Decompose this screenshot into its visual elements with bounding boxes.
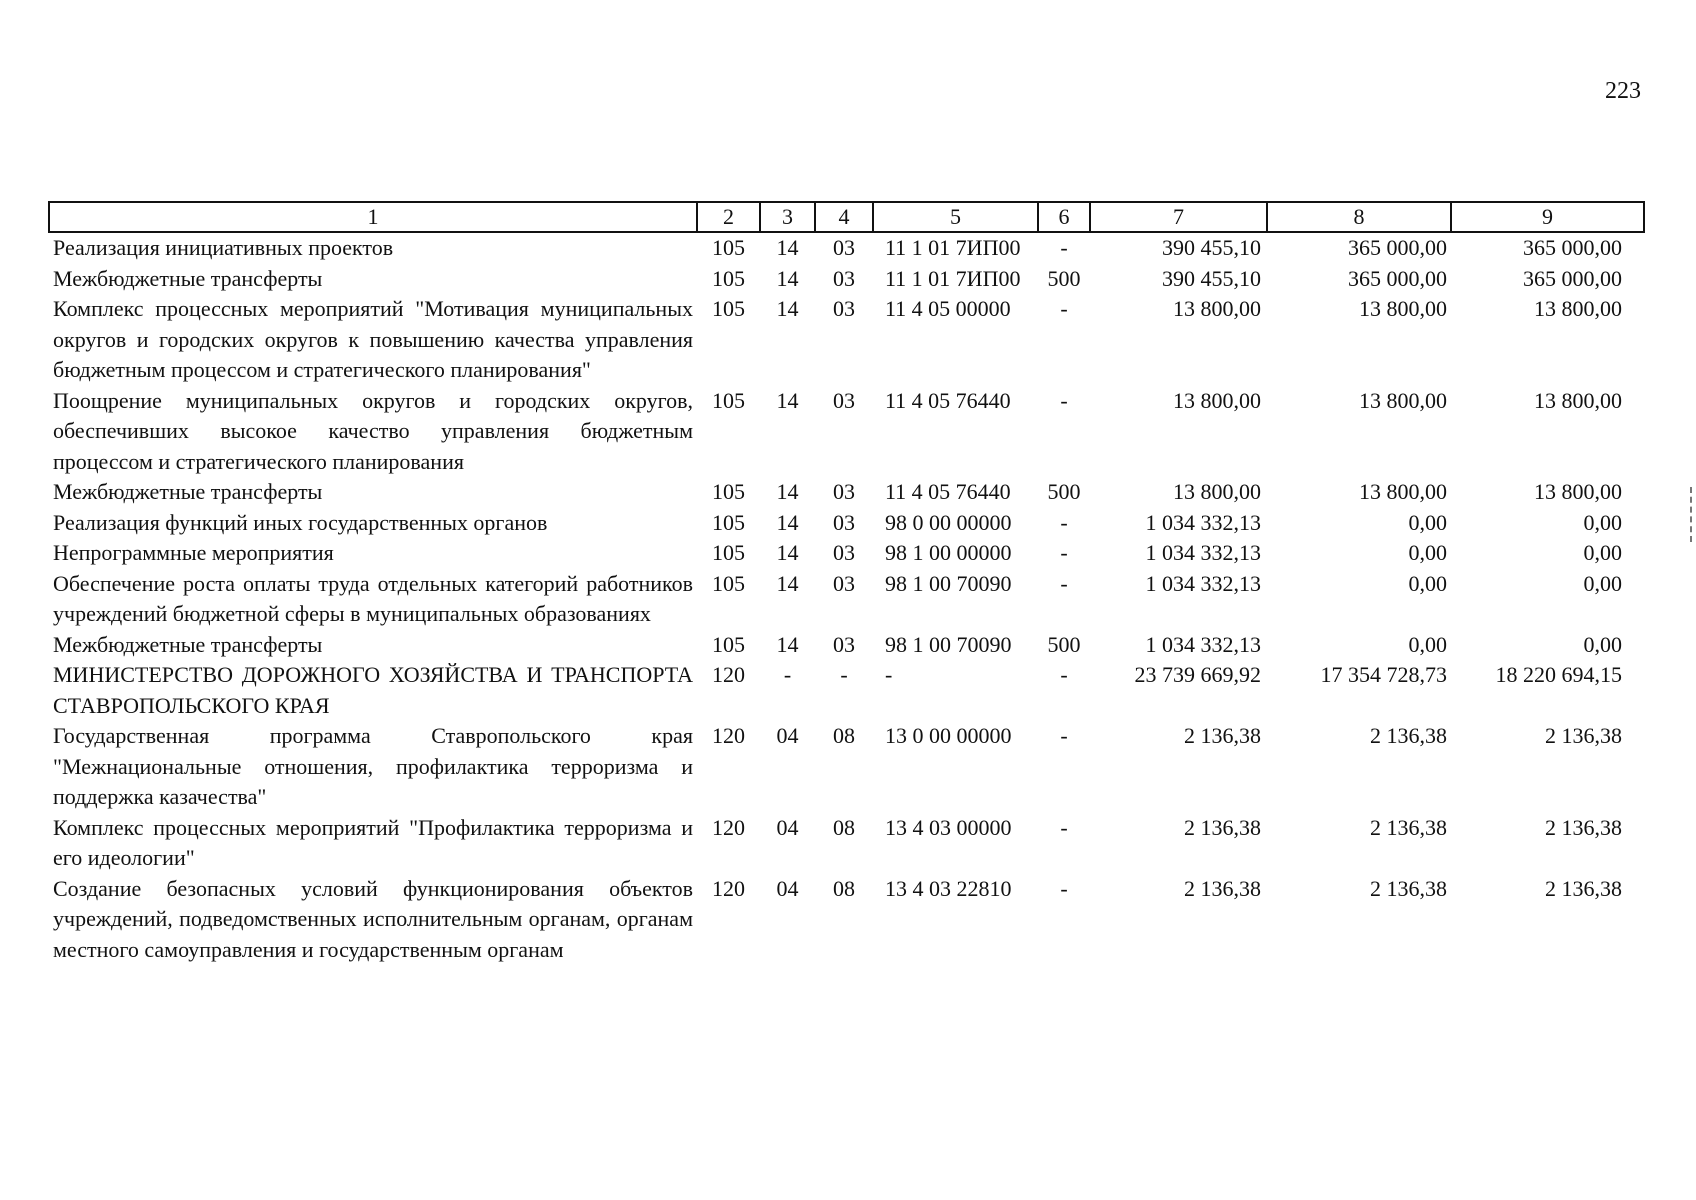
target-article-cell: 13 4 03 00000 (885, 814, 1012, 840)
expense-type-cell: - (1060, 814, 1068, 840)
table-row (49, 874, 1644, 966)
admin-code-cell: 120 (712, 875, 745, 901)
target-article-cell: 13 4 03 22810 (885, 875, 1012, 901)
amount-col9-cell: 13 800,00 (1534, 296, 1622, 321)
expense-type-cell: - (1060, 875, 1068, 901)
table-row (49, 630, 1644, 661)
amount-col8-cell: 2 136,38 (1370, 875, 1447, 901)
amount-col7-cell: 13 800,00 (1173, 387, 1261, 413)
expense-type-cell: - (1060, 235, 1068, 260)
section-cell: 04 (776, 814, 799, 840)
admin-code-cell: 105 (712, 509, 745, 535)
amount-col7-cell: 390 455,10 (1162, 265, 1261, 291)
admin-code-cell: 105 (712, 570, 745, 596)
subsection-cell: 03 (833, 479, 855, 504)
scan-artifact (1690, 487, 1696, 542)
table-row (49, 660, 1644, 721)
expense-type-cell: - (1060, 509, 1068, 535)
amount-col8-cell: 13 800,00 (1359, 387, 1447, 413)
section-cell: 14 (776, 387, 799, 413)
expense-type-cell: - (1060, 570, 1068, 596)
table-row (49, 813, 1644, 874)
target-article-cell: 98 1 00 70090 (885, 631, 1012, 657)
amount-col8-cell: 2 136,38 (1370, 814, 1447, 840)
target-article-cell: - (885, 662, 893, 687)
table-row (49, 386, 1644, 478)
expense-type-cell: - (1060, 662, 1068, 687)
subsection-cell: - (840, 662, 848, 687)
section-cell: 14 (776, 479, 799, 504)
subsection-cell: 03 (833, 265, 855, 291)
target-article-cell: 11 4 05 76440 (885, 387, 1011, 413)
target-article-cell: 98 0 00 00000 (885, 509, 1012, 535)
table-row (49, 569, 1644, 630)
row-name-cell: Государственная программа Ставропольского края "Межнациональные отношения, профилактика терроризма и поддержка казачества" (53, 723, 693, 809)
expense-type-cell: - (1060, 387, 1068, 413)
subsection-cell: 08 (833, 723, 855, 748)
amount-col7-cell: 2 136,38 (1184, 875, 1261, 901)
amount-col9-cell: 13 800,00 (1534, 387, 1622, 413)
row-name-cell: Создание безопасных условий функционирования объектов учреждений, подведомственных исполнительным органам, органам местного самоуправления и государственным органам (53, 875, 693, 962)
page-number: 223 (1605, 78, 1641, 104)
subsection-cell: 08 (833, 875, 855, 901)
amount-col8-cell: 13 800,00 (1359, 479, 1447, 504)
admin-code-cell: 120 (712, 662, 745, 687)
row-name-cell: Межбюджетные трансферты (53, 631, 323, 657)
row-name-cell: Реализация функций иных государственных органов (53, 509, 548, 535)
section-cell: 14 (776, 509, 799, 535)
target-article-cell: 11 4 05 76440 (885, 479, 1011, 504)
section-cell: 14 (776, 570, 799, 596)
amount-col7-cell: 13 800,00 (1173, 479, 1261, 504)
amount-col7-cell: 390 455,10 (1162, 235, 1261, 260)
table-row (49, 232, 1644, 264)
amount-col7-cell: 1 034 332,13 (1145, 631, 1261, 657)
expense-type-cell: 500 (1047, 479, 1081, 504)
amount-col9-cell: 365 000,00 (1523, 235, 1622, 260)
target-article-cell: 11 4 05 00000 (885, 296, 1011, 321)
table-header (49, 202, 1644, 232)
section-cell: 14 (776, 631, 799, 657)
admin-code-cell: 105 (712, 631, 745, 657)
amount-col8-cell: 13 800,00 (1359, 296, 1447, 321)
table-row (49, 477, 1644, 508)
subsection-cell: 03 (833, 570, 855, 596)
amount-col9-cell: 365 000,00 (1523, 265, 1622, 291)
expense-type-cell: - (1060, 723, 1068, 748)
column-header: 4 (815, 202, 873, 232)
amount-col9-cell: 2 136,38 (1545, 875, 1622, 901)
admin-code-cell: 105 (712, 479, 745, 504)
column-header: 3 (760, 202, 815, 232)
admin-code-cell: 105 (712, 540, 745, 565)
section-cell: 14 (776, 265, 799, 291)
column-header: 1 (49, 202, 697, 232)
amount-col8-cell: 0,00 (1408, 509, 1447, 535)
amount-col9-cell: 2 136,38 (1545, 814, 1622, 840)
column-header: 8 (1267, 202, 1451, 232)
amount-col8-cell: 0,00 (1408, 631, 1447, 657)
target-article-cell: 11 1 01 7ИП00 (885, 235, 1021, 260)
table-row (49, 508, 1644, 539)
column-header: 6 (1038, 202, 1090, 232)
amount-col8-cell: 365 000,00 (1348, 235, 1447, 260)
subsection-cell: 03 (833, 509, 855, 535)
amount-col7-cell: 13 800,00 (1173, 296, 1261, 321)
row-name-cell: Обеспечение роста оплаты труда отдельных категорий работников учреждений бюджетной сферы в муниципальных образованиях (53, 570, 693, 626)
row-name-cell: МИНИСТЕРСТВО ДОРОЖНОГО ХОЗЯЙСТВА И ТРАНСПОРТА СТАВРОПОЛЬСКОГО КРАЯ (53, 662, 693, 718)
target-article-cell: 13 0 00 00000 (885, 723, 1012, 748)
table-row (49, 264, 1644, 295)
section-cell: 14 (776, 296, 799, 321)
amount-col7-cell: 2 136,38 (1184, 723, 1261, 748)
admin-code-cell: 120 (712, 814, 745, 840)
row-name-cell: Реализация инициативных проектов (53, 235, 394, 260)
amount-col8-cell: 365 000,00 (1348, 265, 1447, 291)
admin-code-cell: 105 (712, 235, 745, 260)
table-row (49, 538, 1644, 569)
admin-code-cell: 105 (712, 387, 745, 413)
section-cell: - (783, 662, 792, 687)
column-header: 5 (873, 202, 1038, 232)
amount-col9-cell: 18 220 694,15 (1495, 662, 1622, 687)
amount-col9-cell: 2 136,38 (1545, 723, 1622, 748)
amount-col7-cell: 23 739 669,92 (1134, 662, 1261, 687)
amount-col9-cell: 13 800,00 (1534, 479, 1622, 504)
amount-col8-cell: 17 354 728,73 (1320, 662, 1447, 687)
column-header: 2 (697, 202, 760, 232)
subsection-cell: 03 (833, 296, 855, 321)
row-name-cell: Поощрение муниципальных округов и городских округов, обеспечивших высокое качество управления бюджетным процессом и стратегического планирования (53, 387, 693, 474)
section-cell: 14 (776, 235, 799, 260)
amount-col7-cell: 1 034 332,13 (1145, 570, 1261, 596)
amount-col7-cell: 2 136,38 (1184, 814, 1261, 840)
target-article-cell: 98 1 00 00000 (885, 540, 1012, 565)
budget-table (48, 201, 1645, 965)
amount-col8-cell: 0,00 (1408, 570, 1447, 596)
admin-code-cell: 120 (712, 723, 745, 748)
subsection-cell: 03 (833, 387, 855, 413)
target-article-cell: 98 1 00 70090 (885, 570, 1012, 596)
admin-code-cell: 105 (712, 296, 745, 321)
column-header: 7 (1090, 202, 1267, 232)
section-cell: 04 (776, 875, 799, 901)
subsection-cell: 08 (833, 814, 855, 840)
amount-col7-cell: 1 034 332,13 (1145, 540, 1261, 565)
expense-type-cell: - (1060, 296, 1068, 321)
expense-type-cell: 500 (1047, 265, 1081, 291)
table-row (49, 721, 1644, 813)
amount-col9-cell: 0,00 (1583, 509, 1622, 535)
column-header: 9 (1451, 202, 1644, 232)
amount-col8-cell: 0,00 (1408, 540, 1447, 565)
expense-type-cell: 500 (1047, 631, 1081, 657)
amount-col8-cell: 2 136,38 (1370, 723, 1447, 748)
row-name-cell: Межбюджетные трансферты (53, 479, 323, 504)
section-cell: 14 (776, 540, 799, 565)
admin-code-cell: 105 (712, 265, 745, 291)
amount-col7-cell: 1 034 332,13 (1145, 509, 1261, 535)
expense-type-cell: - (1060, 540, 1068, 565)
subsection-cell: 03 (833, 631, 855, 657)
row-name-cell: Комплекс процессных мероприятий "Профилактика терроризма и его идеологии" (53, 814, 693, 870)
amount-col9-cell: 0,00 (1583, 570, 1622, 596)
row-name-cell: Комплекс процессных мероприятий "Мотивация муниципальных округов и городских округов к повышению качества управления бюджетным процессом и стратегического планирования" (53, 296, 693, 382)
section-cell: 04 (776, 723, 799, 748)
subsection-cell: 03 (833, 540, 855, 565)
target-article-cell: 11 1 01 7ИП00 (885, 265, 1021, 291)
table-body (49, 232, 1644, 965)
subsection-cell: 03 (833, 235, 855, 260)
amount-col9-cell: 0,00 (1583, 540, 1622, 565)
amount-col9-cell: 0,00 (1583, 631, 1622, 657)
row-name-cell: Межбюджетные трансферты (53, 265, 323, 291)
table-row (49, 294, 1644, 386)
row-name-cell: Непрограммные мероприятия (53, 540, 334, 565)
